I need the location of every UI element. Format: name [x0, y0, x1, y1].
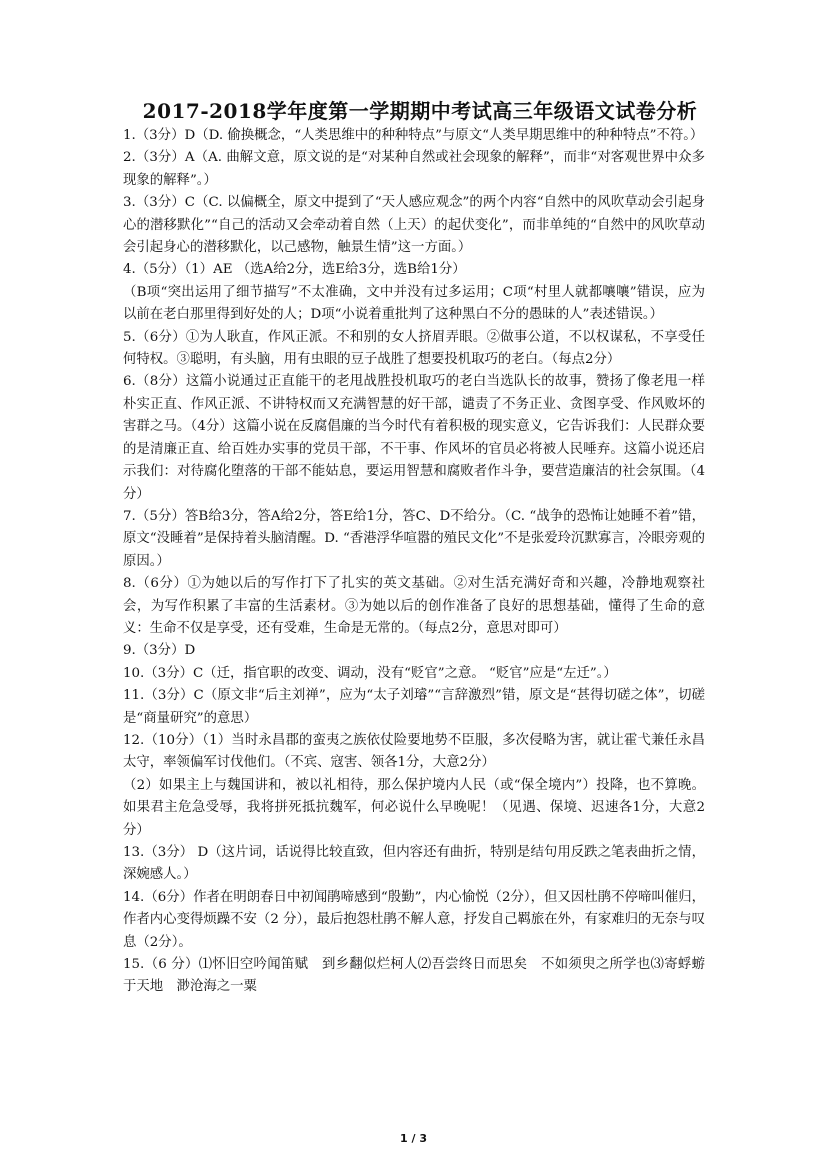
- answer-item-10: 10.（3分）C（迁，指官职的改变、调动，没有“贬官”之意。 “贬官”应是“左迁”。）: [123, 665, 617, 681]
- answer-item-6: 6.（8分）这篇小说通过正直能干的老甩战胜投机取巧的老白当选队长的故事，赞扬了像老甩一样朴实正直、作风正派、不讲特权而又充满智慧的好干部，谴责了不务正业、贪图享受、作风败坏的害群之马。（4分）这篇小说在反腐倡廉的当今时代有着积极的现实意义，它告诉我们：人民群众要的是清廉正直、给百姓办实事的党员干部，不干事、作风坏的官员必将被人民唾弃。这篇小说还启示我们：对待腐化堕落的干部不能姑息，要运用智慧和腐败者作斗争，要营造廉洁的社会氛围。（4分）: [123, 374, 705, 502]
- page-total: 3: [419, 1132, 427, 1145]
- page-current: 1: [400, 1132, 408, 1145]
- page-title: 2017-2018学年度第一学期期中考试高三年级语文试卷分析: [142, 99, 698, 123]
- answer-item-5: 5.（6分）①为人耿直，作风正派。不和别的女人挤眉弄眼。②做事公道，不以权谋私，不享受任何特权。③聪明，有头脑，用有虫眼的豆子战胜了想要投机取巧的老白。（每点2分）: [123, 329, 705, 368]
- answer-item-4: 4.（5分）（1）AE （选A给2分，选E给3分，选B给1分）: [123, 262, 466, 278]
- page-number: [0, 1132, 827, 1145]
- answer-item-13: 13.（3分） D（这片词，话说得比较直致，但内容还有曲折，特别是结句用反跌之笔表曲折之情，深婉感人。）: [123, 845, 705, 883]
- answer-item-4-explanation: （B项“突出运用了细节描写”不太准确，文中并没有过多运用；C项“村里人就都嚷嚷”错误，应为以前在老白那里得到好处的人；D项“小说着重批判了这种黑白不分的愚昧的人”表述错误。）: [123, 284, 705, 323]
- page-separator: /: [407, 1132, 420, 1145]
- answer-item-12-part-1: 12.（10分）（1）当时永昌郡的蛮夷之族依仗险要地势不臣服，多次侵略为害，就让霍弋兼任永昌太守，率领偏军讨伐他们。（不宾、寇害、领各1分，大意2分）: [123, 732, 705, 771]
- answer-analysis-body: [123, 125, 705, 999]
- answer-item-12-part-2: （2）如果主上与魏国讲和，被以礼相待，那么保护境内人民（或“保全境内”）投降，也不算晚。如果君主危急受辱，我将拼死抵抗魏军，何必说什么早晚呢！（见遇、保境、迟速各1分，大意2分）: [123, 777, 705, 838]
- answer-item-8: 8.（6分）①为她以后的写作打下了扎实的英文基础。②对生活充满好奇和兴趣，冷静地观察社会，为写作积累了丰富的生活素材。③为她以后的创作准备了良好的思想基础，懂得了生命的意义：生命不仅是享受，还有受难，生命是无常的。（每点2分，意思对即可）: [123, 576, 705, 636]
- answer-item-15: 15.（6 分）⑴怀旧空吟闻笛赋 到乡翻似烂柯人⑵吾尝终日而思矣 不如须臾之所学也⑶寄蜉蝣于天地 渺沧海之一粟: [123, 957, 705, 995]
- answer-item-2: 2.（3分）A（A. 曲解文意，原文说的是“对某种自然或社会现象的解释”，而非“对客观世界中众多现象的解释”。）: [123, 150, 705, 188]
- answer-item-1: 1.（3分）D（D. 偷换概念，“人类思维中的种种特点”与原文“人类早期思维中的种种特点”不符。）: [123, 128, 704, 143]
- answer-item-7: 7.（5分）答B给3分，答A给2分，答E给1分，答C、D不给分。（C. “战争的恐怖让她睡不着”错，原文“没睡着”是保持着头脑清醒。D. “香港浮华喧嚣的殖民文化”不是张爱玲沉默寡言，冷眼旁观的原因。）: [123, 508, 705, 569]
- answer-item-11: 11.（3分）C（原文非“后主刘禅”，应为“太子刘璿”“言辞激烈”错，原文是“甚得切磋之体”，切磋是“商量研究”的意思）: [123, 688, 705, 726]
- answer-item-14: 14.（6分）作者在明朗春日中初闻鹃啼感到“殷勤”，内心愉悦（2分），但又因杜鹃不停啼叫催归，作者内心变得烦躁不安（2 分），最后抱怨杜鹃不解人意，抒发自己羁旅在外，有家难归的无奈与叹息（2分）。: [123, 889, 705, 950]
- answer-item-3: 3.（3分）C（C. 以偏概全，原文中提到了“天人感应观念”的两个内容“自然中的风吹草动会引起身心的潜移默化”“自己的活动又会牵动着自然（上天）的起伏变化”，而非单纯的“自然中的风吹草动会引起身心的潜移默化，以己感物，触景生情”这一方面。）: [123, 195, 705, 256]
- answer-item-9: 9.（3分）D: [123, 643, 196, 659]
